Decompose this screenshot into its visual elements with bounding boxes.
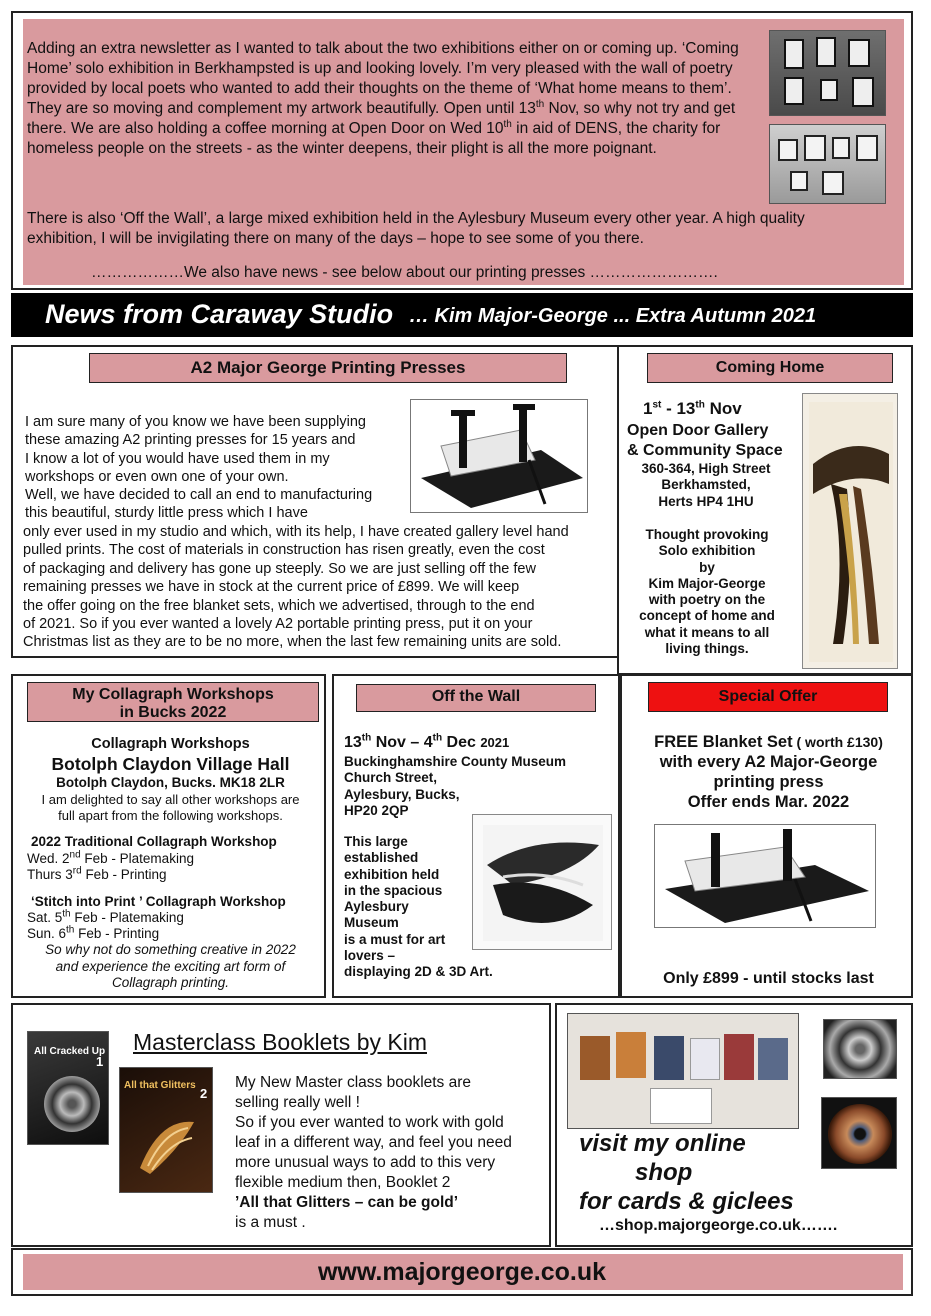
venue-address: Botolph Claydon, Bucks. MK18 2LR <box>56 775 285 790</box>
masterclass-title: Masterclass Booklets by Kim <box>133 1029 427 1055</box>
booklet-2-title: All that Glitters <box>124 1080 196 1091</box>
presses-line: this beautiful, sturdy little press which I have <box>25 505 308 522</box>
coming-home-header: Coming Home <box>647 353 893 383</box>
presses-line: of 2021. So if you ever wanted a lovely A2 portable printing press, put it on your <box>23 616 533 633</box>
printing-press-image <box>410 399 588 513</box>
presses-line: the offer going on the free blanket sets, which we advertised, through to the end <box>23 597 535 614</box>
special-offer-press-image <box>654 824 876 928</box>
masterclass-section <box>11 1003 551 1247</box>
shop-section <box>555 1003 913 1247</box>
gallery-photo-2 <box>769 124 886 204</box>
intro-paragraph-1: Adding an extra newsletter as I wanted to talk about the two exhibitions either on or coming up. ‘Coming Home’ solo exhibition in Berkhampsted is up and looking lovely. I’m very pleased with the wall of poetry provided by local poets who wanted to add their thoughts on the theme of ‘What home means to them’. <box>27 40 739 97</box>
presses-line: only ever used in my studio and which, with its help, I have created gallery level hand <box>23 524 569 540</box>
booklet-2-number: 2 <box>200 1086 208 1101</box>
booklet-1-cover <box>27 1031 109 1145</box>
collagraph-header: My Collagraph Workshops in Bucks 2022 <box>27 682 319 722</box>
collagraph-closing: So why not do something creative in 2022 and experience the exciting art form of Collagraph printing. <box>45 942 296 991</box>
banner-subtitle: … Kim Major-George ... Extra Autumn 2021 <box>409 305 817 327</box>
presses-line: workshops or even own one of your own. <box>25 468 289 485</box>
special-offer-section <box>620 674 913 998</box>
footer-section <box>11 1248 913 1296</box>
coming-home-address: 360-364, High Street Berkhamsted, Herts HP4 1HU <box>641 461 771 509</box>
cards-photo <box>567 1013 799 1129</box>
booklet-1-number: 1 <box>96 1054 104 1069</box>
special-offer-price: Only £899 - until stocks last <box>663 970 874 987</box>
special-offer-text: FREE Blanket Set ( worth £130) with every A2 Major-George printing press Offer ends Mar. 2022 <box>654 733 883 811</box>
tree-artwork-icon <box>803 394 898 669</box>
masterclass-text: My New Master class booklets are selling really well ! So if you ever wanted to work with gold leaf in a different way, and feel you need more unusual ways to add to this very flexible medium then, Booklet 2 ’All that Glitters – can be gold’ is a must . <box>235 1074 512 1231</box>
abstract-artwork-icon <box>473 815 612 950</box>
workshop-2-dates: Sat. 5th Feb - Platemaking Sun. 6th Feb - Printing <box>27 908 184 942</box>
presses-line: pulled prints. The cost of materials in construction has risen greatly, even the cost <box>23 542 545 559</box>
banner <box>11 293 913 337</box>
collagraph-section <box>11 674 326 998</box>
presses-line: remaining presses we have in stock at the current price of £899. We will keep <box>23 579 520 596</box>
collagraph-workshops-title: Collagraph Workshops <box>91 736 250 752</box>
coming-home-description: Thought provoking Solo exhibition by Kim Major-George with poetry on the concept of home and what it means to all living things. <box>639 527 775 657</box>
off-the-wall-artwork <box>472 814 612 950</box>
presses-line: Christmas list as they are to be no more, when the last few remaining units are sold. <box>23 634 562 651</box>
intro-paragraph-3: There is also ‘Off the Wall’, a large mixed exhibition held in the Aylesbury Museum every other year. A high quality exhibition, I will be invigilating there on many of the days – hope to see some of you there. <box>27 210 805 247</box>
website-link[interactable]: www.majorgeorge.co.uk <box>317 1258 607 1286</box>
workshop-1-title: 2022 Traditional Collagraph Workshop <box>31 834 277 849</box>
coming-home-section <box>617 345 913 675</box>
off-the-wall-header: Off the Wall <box>356 684 596 712</box>
eye-thumbnail <box>821 1097 897 1169</box>
off-the-wall-dates: 13th Nov – 4th Dec 2021 <box>344 732 510 751</box>
printing-press-icon <box>411 400 588 513</box>
booklet-2-cover <box>119 1067 213 1193</box>
off-the-wall-address: Buckinghamshire County Museum Church Street, Aylesbury, Bucks, HP20 2QP <box>344 754 567 818</box>
presses-header: A2 Major George Printing Presses <box>89 353 567 383</box>
presses-line: of packaging and delivery has gone up steeply. So we are just selling off the few <box>23 560 536 577</box>
coming-home-dates: 1st - 13th Nov <box>643 399 742 418</box>
shop-text: visit my online shop for cards & giclees <box>579 1130 794 1215</box>
coming-home-artwork <box>802 393 898 669</box>
venue-name: Botolph Claydon Village Hall <box>51 754 290 774</box>
off-the-wall-section <box>332 674 620 998</box>
collagraph-intro: I am delighted to say all other workshops are full apart from the following workshops. <box>41 792 300 823</box>
presses-section <box>11 345 619 658</box>
presses-text-narrow <box>25 413 405 523</box>
coming-home-venue: Open Door Gallery & Community Space <box>627 422 783 459</box>
special-offer-header: Special Offer <box>648 682 888 712</box>
workshop-1-dates: Wed. 2nd Feb - Platemaking Thurs 3rd Feb - Printing <box>27 849 194 883</box>
intro-section <box>11 11 913 290</box>
off-the-wall-description: This large established exhibition held in the spacious Aylesbury Museum is a must for art lovers – displaying 2D & 3D Art. <box>344 834 493 980</box>
shop-url-link[interactable]: …shop.majorgeorge.co.uk……. <box>599 1217 838 1234</box>
presses-line: I know a lot of you would have used them in my <box>25 450 330 467</box>
spiral-thumbnail <box>823 1019 897 1079</box>
presses-line: I am sure many of you know we have been supplying <box>25 414 366 430</box>
presses-line: Well, we have decided to call an end to manufacturing <box>25 487 373 504</box>
printing-press-icon <box>655 825 876 928</box>
presses-text-wide <box>23 523 617 652</box>
booklet-1-title: All Cracked Up <box>34 1046 106 1057</box>
intro-text-block <box>27 39 757 159</box>
gold-leaf-artwork-icon <box>130 1108 204 1182</box>
workshop-2-title: ‘Stitch into Print ’ Collagraph Workshop <box>31 894 286 909</box>
gallery-photo-1 <box>769 30 886 116</box>
intro-paragraph-4: ………………We also have news - see below about our printing presses ……………………. <box>91 264 718 281</box>
presses-line: these amazing A2 printing presses for 15 years and <box>25 432 356 449</box>
banner-title: News from Caraway Studio <box>45 299 394 329</box>
intro-paragraph-2: They are so moving and complement my artwork beautifully. Open until 13th Nov, so why not try and get there. We are also holding a coffee morning at Open Door on Wed 10th in aid of DENS, the charity for homeless people on the streets - as the winter deepens, their plight is all the more poignant. <box>27 98 736 157</box>
